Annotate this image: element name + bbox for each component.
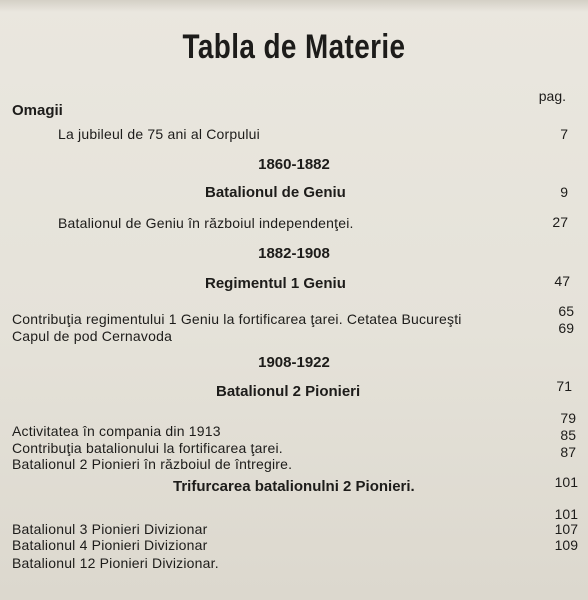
unit-heading: Batalionul de Geniu <box>205 184 346 201</box>
unit-heading-page: 9 <box>560 184 568 200</box>
toc-entry-page: 79 <box>560 410 576 426</box>
toc-entry: Batalionul 4 Pionieri Divizionar <box>12 537 208 553</box>
toc-entry-page: 69 <box>558 320 574 336</box>
unit-heading-page: 47 <box>554 273 570 289</box>
toc-entry: Contribuţia regimentului 1 Geniu la fortificarea ţarei. Cetatea Bucureşti <box>12 311 462 327</box>
toc-entry-page: 109 <box>554 537 578 553</box>
page-edge-shadow <box>0 0 588 12</box>
toc-entry: La jubileul de 75 ani al Corpului <box>58 126 260 142</box>
era-heading: 1860-1882 <box>258 156 330 173</box>
toc-entry-page: 27 <box>552 214 568 230</box>
toc-entry-page: 107 <box>554 521 578 537</box>
unit-heading: Batalionul 2 Pionieri <box>216 383 361 400</box>
toc-entry-page: 101 <box>554 506 578 522</box>
unit-heading-page: 71 <box>556 378 572 394</box>
toc-entry: Batalionul 3 Pionieri Divizionar <box>12 521 208 537</box>
toc-entry: Batalionul 12 Pionieri Divizionar. <box>12 555 219 571</box>
unit-heading: Regimentul 1 Geniu <box>205 275 346 292</box>
section-heading-omagii: Omagii <box>12 102 63 119</box>
toc-entry-page: 85 <box>560 427 576 443</box>
toc-entry-page: 7 <box>560 126 568 142</box>
era-heading: 1908-1922 <box>258 354 330 371</box>
unit-heading-page: 101 <box>554 474 578 490</box>
page-column-label: pag. <box>538 88 566 104</box>
unit-heading: Trifurcarea batalionulni 2 Pionieri. <box>173 478 415 495</box>
toc-entry: Contribuţia batalionului la fortificarea ţarei. <box>12 440 283 456</box>
toc-entry: Capul de pod Cernavoda <box>12 328 173 344</box>
toc-entry: Activitatea în compania din 1913 <box>12 423 221 439</box>
toc-entry: Batalionul 2 Pionieri în războiul de întregire. <box>12 456 293 472</box>
era-heading: 1882-1908 <box>258 245 330 262</box>
toc-entry-page: 87 <box>560 444 576 460</box>
toc-entry-page: 65 <box>558 303 574 319</box>
toc-entry: Batalionul de Geniu în războiul independenţei. <box>58 215 354 231</box>
page-title: Tabla de Materie <box>182 28 406 66</box>
